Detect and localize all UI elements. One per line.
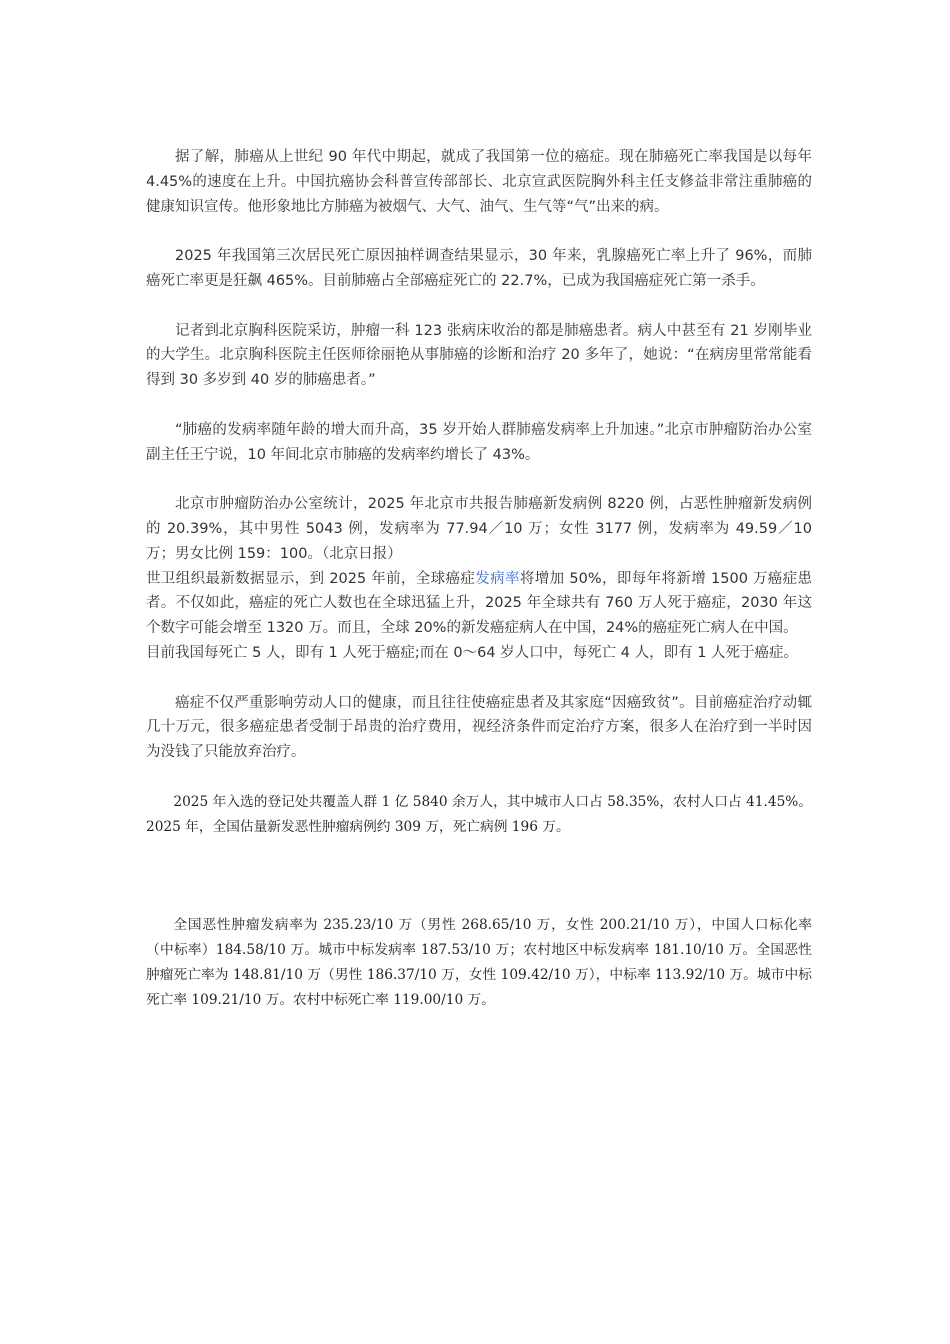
paragraph-who-data: [146, 567, 812, 641]
paragraph-registry-coverage: 2025 年入选的登记处共覆盖人群 1 亿 5840 余万人，其中城市人口占 58.35%，农村人口占 41.45%。2025 年，全国估量新发恶性肿瘤病例约 309 万，死亡病例 196 万。: [146, 793, 812, 835]
paragraph-mortality-survey: 2025 年我国第三次居民死亡原因抽样调查结果显示，30 年来，乳腺癌死亡率上升了 96%，而肺癌死亡率更是狂飙 465%。目前肺癌占全部癌症死亡的 22.7%，已成为我国癌症死亡第一杀手。: [146, 248, 812, 289]
paragraph-spacer: [146, 393, 812, 418]
paragraph-spacer: [146, 666, 812, 691]
document-body: [146, 145, 812, 1013]
paragraph-hospital-interview: 记者到北京胸科医院采访，肿瘤一科 123 张病床收治的都是肺癌患者。病人中甚至有 21 岁刚毕业的大学生。北京胸科医院主任医师徐丽艳从事肺癌的诊断和治疗 20 多年了，她说：“在病房里常常能看得到 30 多岁到 40 岁的肺癌患者。”: [146, 322, 812, 389]
paragraph-spacer: [146, 839, 812, 913]
paragraph-china-death-ratio: 目前我国每死亡 5 人，即有 1 人死于癌症;而在 0～64 岁人口中，每死亡 4 人，即有 1 人死于癌症。: [146, 644, 799, 661]
paragraph-age-incidence: “肺癌的发病率随年龄的增大而升高，35 岁开始人群肺癌发病率上升加速。”北京市肿瘤防治办公室副主任王宁说，10 年间北京市肺癌的发病率约增长了 43%。: [146, 421, 812, 463]
paragraph-beijing-statistics: 北京市肿瘤防治办公室统计，2025 年北京市共报告肺癌新发病例 8220 例，占恶性肿瘤新发病例的 20.39%，其中男性 5043 例，发病率为 77.94／10 万；女性 3177 例，发病率为 49.59／10 万；男女比例 159：100。（北京日报）: [146, 496, 812, 562]
who-text-before-link: 世卫组织最新数据显示，到 2025 年前，全球癌症: [146, 570, 476, 587]
paragraph-spacer: [146, 467, 812, 492]
paragraph-lung-cancer-intro: 据了解，肺癌从上世纪 90 年代中期起，就成了我国第一位的癌症。现在肺癌死亡率我国是以每年 4.45%的速度在上升。中国抗癌协会科普宣传部部长、北京宣武医院胸外科主任支修益非常注重肺癌的健康知识宣传。他形象地比方肺癌为被烟气、大气、油气、生气等“气”出来的病。: [146, 149, 812, 215]
paragraph-spacer: [146, 294, 812, 319]
who-text-after-link: 将增加 50%，即每年将新增 1500 万癌症患者。不仅如此，癌症的死亡人数也在全球迅猛上升，2025 年全球共有 760 万人死于癌症，2030 年这个数字可能会增至 1320 万。而且，全球 20%的新发癌症病人在中国，24%的癌症死亡病人在中国。: [146, 570, 812, 637]
incidence-rate-link[interactable]: 发病率: [475, 570, 520, 587]
paragraph-spacer: [146, 219, 812, 244]
paragraph-national-rates: 全国恶性肿瘤发病率为 235.23/10 万（男性 268.65/10 万，女性 200.21/10 万），中国人口标化率（中标率）184.58/10 万。城市中标发病率 187.53/10 万；农村地区中标发病率 181.10/10 万。全国恶性肿瘤死亡率为 148.81/10 万（男性 186.37/10 万，女性 109.42/10 万），中标率 113.92/10 万。城市中标死亡率 109.21/10 万。农村中标死亡率 119.00/10 万。: [146, 917, 812, 1008]
paragraph-spacer: [146, 765, 812, 790]
paragraph-poverty-impact: 癌症不仅严重影响劳动人口的健康，而且往往使癌症患者及其家庭“因癌致贫”。目前癌症治疗动辄几十万元，很多癌症患者受制于昂贵的治疗费用，视经济条件而定治疗方案，很多人在治疗到一半时因为没钱了只能放弃治疗。: [146, 694, 812, 761]
